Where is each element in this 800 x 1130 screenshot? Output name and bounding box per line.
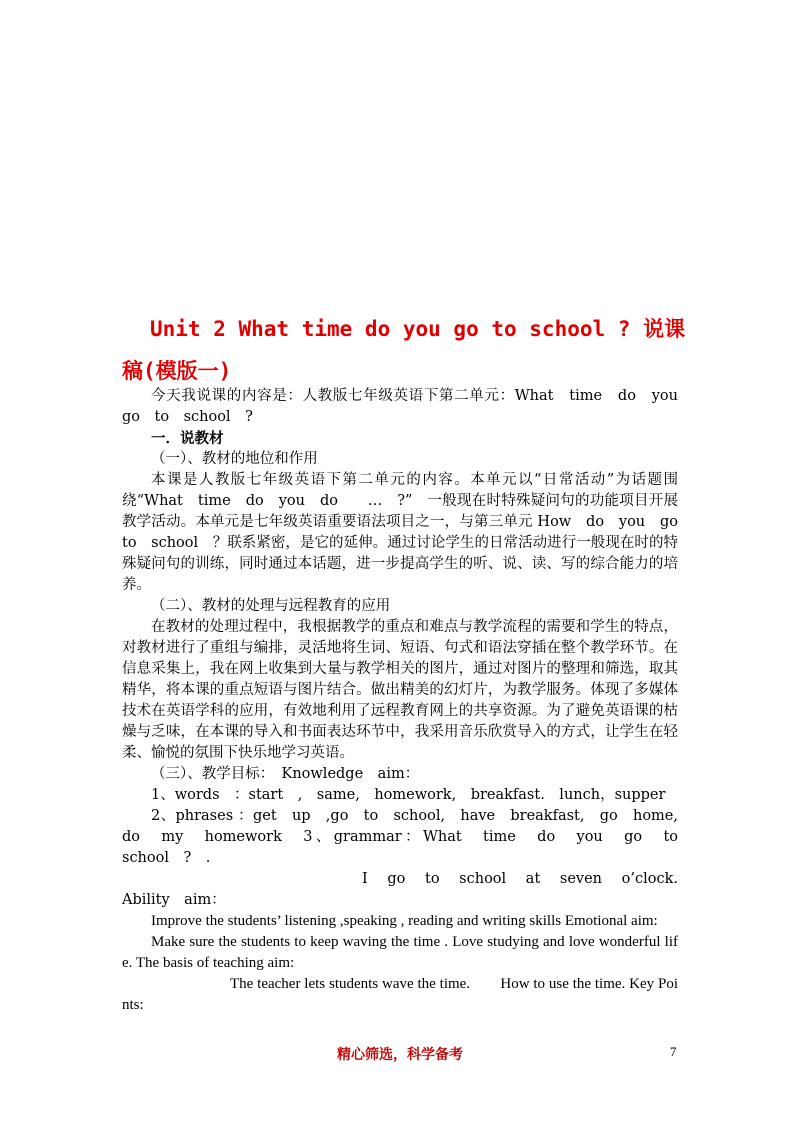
body-paragraph: 本课是人教版七年级英语下第二单元的内容。本单元以“日常活动”为话题围绕“What time do you do … ?” 一般现在时特殊疑问句的功能项目开展教学活动。本单元是七年级英语重要语法项目之一，与第三单元 How do you go to school ？联系紧密，是它的延伸。通过讨论学生的日常活动进行一般现在时的特殊疑问句的训练，同时通过本话题，进一步提高学生的听、说、读、写的综合能力的培养。 [122, 472, 693, 593]
list-item-words: 1、words ：start , same, homework, breakfast. lunch，supper [151, 787, 666, 803]
body-paragraph-en: Improve the students’ listening ,speaking , reading and writing skills Emotional aim: [151, 913, 658, 929]
subsection-heading: （三）、教学目标： Knowledge aim： [151, 766, 420, 782]
subsection-heading: （一）、教材的地位和作用 [151, 451, 318, 467]
subsection-heading: （二）、教材的处理与远程教育的应用 [151, 598, 391, 614]
body-paragraph-en: Make sure the students to keep waving the time . Love studying and love wonderful life. The basis of teaching aim: [122, 934, 678, 971]
document-body [122, 386, 693, 1016]
body-paragraph: 在教材的处理过程中，我根据教学的重点和难点与教学流程的需要和学生的特点，对教材进行了重组与编排，灵活地将生词、短语、句式和语法穿插在整个教学环节。在信息采集上，我在网上收集到大量与教学相关的图片，通过对图片的整理和筛选，取其精华，将本课的重点短语与图片结合。做出精美的幻灯片，为教学服务。体现了多媒体技术在英语学科的应用，有效地利用了远程教育网上的共享资源。为了避免英语课的枯燥与乏味，在本课的导入和书面表达环节中，我采用音乐欣赏导入的方式，让学生在轻柔、愉悦的氛围下快乐地学习英语。 [122, 619, 678, 761]
footer-slogan: 精心筛选，科学备考 [337, 1047, 463, 1063]
body-paragraph-en: The teacher lets students wave the time. How to use the time. Key Points: [122, 976, 678, 1013]
intro-paragraph: 今天我说课的内容是：人教版七年级英语下第二单元：What time do you go to school ? [122, 388, 693, 425]
section-heading: 一．说教材 [151, 430, 224, 447]
list-item-phrases: 2、phrases ：get up ,go to school, have breakfast, go home, do my homework 3、grammar：What time do you go to school ? . [122, 808, 693, 866]
body-line: I go to school at seven o’clock. Ability aim： [122, 871, 693, 908]
document-title: Unit 2 What time do you go to school ? 说课稿(模版一) [122, 317, 686, 383]
page-number: 7 [670, 1044, 677, 1059]
